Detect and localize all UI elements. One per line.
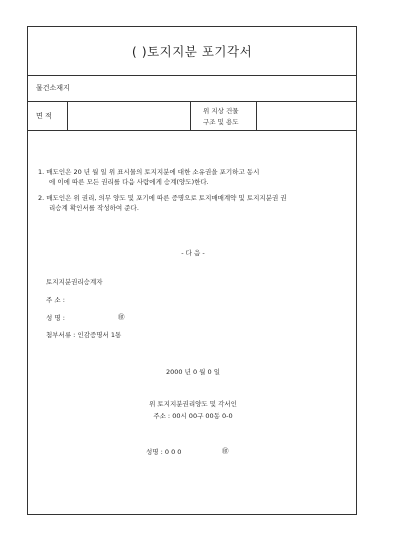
building-label-line1: 위 지상 건물 <box>203 107 239 115</box>
successor-name-label: 성 명 : <box>46 314 65 322</box>
grantor-address: 주소 : 00시 00구 00동 0-0 <box>153 412 233 420</box>
building-label-cell <box>191 101 257 130</box>
successor-address-label: 주 소 : <box>46 296 65 304</box>
waiver-form <box>27 26 357 515</box>
building-label-line2: 구조 및 용도 <box>203 118 239 126</box>
building-value-cell[interactable] <box>257 101 358 130</box>
clause-2 <box>38 193 350 213</box>
area-label-cell <box>28 101 68 130</box>
grantor-name: 성명 : 0 0 0 <box>146 448 182 456</box>
successor-label: 토지지분권리승계자 <box>46 278 103 286</box>
property-location-row <box>28 75 356 102</box>
seal-icon: ㊞ <box>118 313 125 321</box>
clause-1-line1: 1. 매도인은 20 년 월 일 위 표시물의 토지지분에 대한 소유권을 포기하고 동시 <box>38 168 260 176</box>
notice-heading: - 다 음 - <box>181 249 205 257</box>
seal-icon: ㊞ <box>222 447 229 455</box>
grantor-label: 위 토지지분권리양도 및 각서인 <box>149 400 237 408</box>
clause-1 <box>38 167 350 187</box>
clause-1-line2: 에 이에 따른 모든 권리를 다음 사람에게 승계(양도)한다. <box>49 178 209 186</box>
area-value-cell[interactable] <box>68 101 191 130</box>
area-label: 면 적 <box>36 112 52 120</box>
property-location-label: 물건소재지 <box>36 84 70 92</box>
form-title: ( )토지지분 포기각서 <box>131 44 253 59</box>
clause-2-line2: 리승계 확인서를 작성하여 준다. <box>49 204 139 212</box>
document-date: 2000 년 0 월 0 일 <box>166 368 220 376</box>
title-row <box>28 27 356 76</box>
clause-2-line1: 2. 매도인은 위 권리, 의무 양도 및 포기에 따른 증명으로 토지매매계약 및 토지지분권 권 <box>38 194 287 202</box>
attachment-note: 첨부서류 : 인감증명서 1통 <box>46 331 122 339</box>
area-row <box>28 101 356 131</box>
